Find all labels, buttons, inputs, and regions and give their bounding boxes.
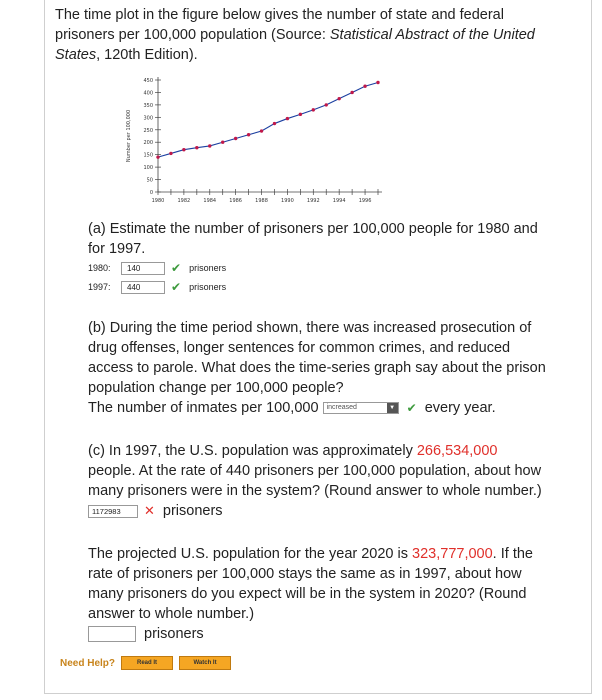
part-c-question [88, 441, 580, 521]
data-point [260, 129, 263, 132]
read-it-button[interactable]: Read It [121, 656, 173, 670]
data-point [325, 103, 328, 106]
data-point [156, 155, 159, 158]
watch-it-button[interactable]: Watch It [179, 656, 231, 670]
unit-label: prisoners [144, 626, 204, 642]
x-tick-label: 1988 [255, 198, 268, 204]
data-point [273, 122, 276, 125]
population-1997: 266,534,000 [416, 443, 498, 459]
data-point [234, 137, 237, 140]
y-tick-label: 300 [143, 115, 153, 122]
data-point [247, 133, 250, 136]
unit-label: prisoners [162, 503, 223, 519]
source-title-cont: States [55, 47, 97, 63]
x-tick-label: 1986 [229, 198, 243, 204]
data-point [337, 97, 340, 100]
y-tick-label: 150 [143, 152, 153, 159]
correct-check-icon: ✔ [171, 280, 182, 294]
data-point [312, 108, 315, 111]
y-tick-label: 200 [143, 140, 153, 147]
part-b-question [88, 318, 580, 418]
unit-label: prisoners [189, 282, 227, 292]
trend-select-value: increased [326, 404, 357, 412]
part-b-answer-prefix: The number of inmates per 100,000 [88, 400, 319, 416]
part-d-question [88, 544, 580, 644]
data-point [299, 113, 302, 116]
source-title: Statistical Abstract of the United [329, 27, 535, 43]
part-b-line1: (b) During the time period shown, there was increased prosecution of [88, 320, 532, 336]
correct-check-icon: ✔ [171, 261, 182, 275]
part-b-line3: access to parole. What does the time-series graph say about the prison [88, 360, 546, 376]
part-a-line1: (a) Estimate the number of prisoners per 100,000 people for 1980 and [88, 221, 538, 237]
data-point [169, 152, 172, 155]
part-d-line1c: . If the [492, 546, 533, 562]
y-axis-label: Number per 100,000 [126, 109, 132, 163]
x-tick-label: 1990 [281, 198, 294, 204]
x-tick-label: 1994 [332, 198, 346, 204]
part-b-line2: drug offenses, longer sentences for common crimes, and reduced [88, 340, 511, 356]
part-b-line4: population change per 100,000 people? [88, 380, 344, 396]
y-tick-label: 0 [149, 190, 153, 196]
part-c-line2: people. At the rate of 440 prisoners per 100,000 population, about how [88, 463, 542, 479]
correct-check-icon: ✔ [406, 401, 417, 415]
answer-label-1980: 1980: [88, 263, 111, 273]
help-bar [60, 656, 231, 670]
answer-row-1997 [88, 280, 226, 294]
part-c-line3: many prisoners were in the system? (Round answer to whole number.) [88, 483, 542, 499]
part-a-question [88, 219, 580, 259]
x-tick-label: 1980 [151, 198, 165, 204]
y-tick-label: 50 [146, 177, 153, 184]
x-tick-label: 1992 [306, 198, 320, 204]
data-point [195, 146, 198, 149]
trend-select[interactable] [323, 402, 399, 414]
time-plot-chart [110, 72, 390, 212]
answer-row-1980 [88, 261, 226, 275]
part-d-line1a: The projected U.S. population for the year 2020 is [88, 546, 413, 562]
y-tick-label: 350 [143, 102, 153, 109]
intro-line2a: prisoners per 100,000 population (Source: [55, 27, 330, 43]
y-tick-label: 400 [143, 90, 153, 97]
data-point [350, 91, 353, 94]
data-point [182, 148, 185, 151]
answer-input-prisoners-1997[interactable]: 1172983 [88, 505, 138, 518]
y-tick-label: 250 [143, 127, 153, 134]
data-point [376, 81, 379, 84]
part-d-line4: answer to whole number.) [88, 606, 255, 622]
data-series-line [158, 82, 378, 157]
part-c-line1a: (c) In 1997, the U.S. population was approximately [88, 443, 417, 459]
data-point [363, 85, 366, 88]
x-tick-label: 1984 [203, 198, 217, 204]
x-tick-label: 1982 [177, 198, 191, 204]
answer-input-prisoners-2020[interactable] [88, 626, 136, 642]
chevron-down-icon: ▼ [387, 403, 398, 413]
intro-line1: The time plot in the figure below gives the number of state and federal [55, 7, 504, 23]
intro-text [55, 5, 585, 65]
part-d-line3: many prisoners do you expect will be in the system in 2020? (Round [88, 586, 527, 602]
data-point [286, 117, 289, 120]
y-tick-label: 450 [143, 78, 153, 84]
unit-label: prisoners [189, 263, 227, 273]
answer-input-1997[interactable]: 440 [121, 281, 165, 294]
x-tick-label: 1996 [358, 198, 372, 204]
answer-input-1980[interactable]: 140 [121, 262, 165, 275]
part-a-line2: for 1997. [88, 241, 146, 257]
incorrect-x-icon: ✕ [144, 503, 155, 518]
population-2020: 323,777,000 [412, 546, 493, 562]
data-point [221, 141, 224, 144]
answer-label-1997: 1997: [88, 282, 111, 292]
need-help-label: Need Help? [60, 657, 116, 669]
data-point [208, 144, 211, 147]
intro-line3b: , 120th Edition). [96, 47, 198, 63]
part-d-line2: rate of prisoners per 100,000 stays the same as in 1997, about how [88, 566, 522, 582]
part-b-answer-suffix: every year. [424, 400, 496, 416]
y-tick-label: 100 [143, 165, 153, 172]
